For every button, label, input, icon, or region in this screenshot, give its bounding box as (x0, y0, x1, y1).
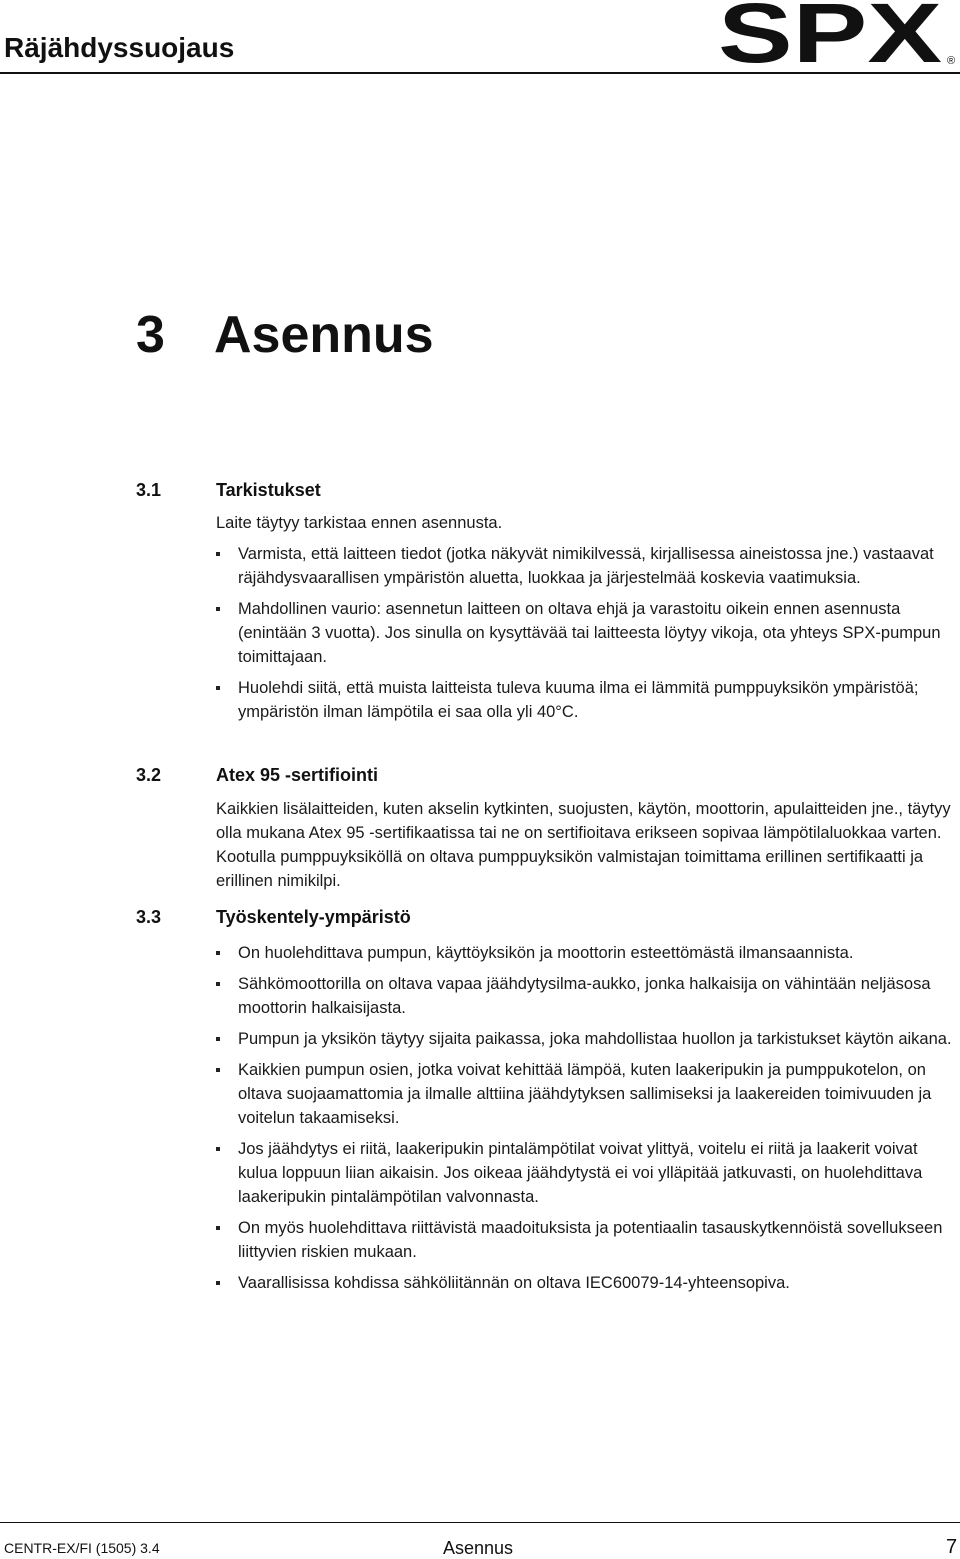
section-number: 3.2 (136, 765, 162, 785)
list-item: Pumpun ja yksikön täytyy sijaita paikassa, joka mahdollistaa huollon ja tarkistukset käytön aikana. (216, 1027, 956, 1051)
section-intro: Laite täytyy tarkistaa ennen asennusta. (216, 514, 503, 532)
chapter-number: 3 (136, 306, 165, 364)
section-paragraph: Kaikkien lisälaitteiden, kuten akselin kytkinten, suojusten, käytön, moottorin, apulaitteiden jne., täytyy olla mukana Atex 95 -sertifikaatissa tai ne on sertifioitava erikseen sopivaa lämpötilaluokkaa varten. Kootulla pumppuyksiköllä on oltava pumppuyksikön valmistajan toimittama erillinen sertifikaatti ja erillinen nimikilpi. (216, 800, 951, 890)
bullet-marker (216, 1281, 220, 1285)
bullet-marker (216, 686, 220, 690)
list-item: Varmista, että laitteen tiedot (jotka näkyvät nimikilvessä, kirjallisessa aineistossa jne.) vastaavat räjähdysvaarallisen ympäristön aluetta, luokkaa ja järjestelmää koskevia vaatimuksia. (216, 542, 956, 590)
section-title: Työskentely-ympäristö (216, 907, 411, 927)
list-item: Jos jäähdytys ei riitä, laakeripukin pintalämpötilat voivat ylittyä, voitelu ei riitä ja laakerit voivat kulua loppuun liian aikaisin. Jos oikeaa jäähdytystä ei voi ylläpitää jatkuvasti, on huolehdittava laakeripukin pintalämpötilan valvonnasta. (216, 1137, 956, 1209)
list-item: Huolehdi siitä, että muista laitteista tuleva kuuma ilma ei lämmitä pumppuyksikön ympäristöä; ympäristön ilman lämpötila ei saa olla yli 40°C. (216, 676, 956, 724)
list-item: On myös huolehdittava riittävistä maadoituksista ja potentiaalin tasauskytkennöistä sovellukseen liittyvien riskien mukaan. (216, 1216, 956, 1264)
section-number: 3.1 (136, 480, 162, 500)
section-title: Tarkistukset (216, 480, 321, 500)
bullet-marker (216, 1226, 220, 1230)
list-item: Mahdollinen vaurio: asennetun laitteen on oltava ehjä ja varastoitu oikein ennen asennusta (enintään 3 vuotta). Jos sinulla on kysyttävää tai laitteesta löytyy vikoja, ota yhteys SPX-pumpun toimittajaan. (216, 597, 956, 669)
bullet-marker (216, 1068, 220, 1072)
bullet-list-3-1 (216, 542, 956, 731)
bullet-marker (216, 1147, 220, 1151)
section-title: Atex 95 -sertifiointi (216, 765, 379, 785)
page-header-title: Räjähdyssuojaus (4, 32, 235, 63)
registered-mark: ® (947, 55, 956, 67)
bullet-marker (216, 552, 220, 556)
bullet-marker (216, 951, 220, 955)
list-item: On huolehdittava pumpun, käyttöyksikön ja moottorin esteettömästä ilmansaannista. (216, 941, 956, 965)
list-item: Kaikkien pumpun osien, jotka voivat kehittää lämpöä, kuten laakeripukin ja pumppukotelon, on oltava suojaamattomia ja ilmalle alttiina jäähdytyksen sallimiseksi ja laakereiden toimivuuden ja voitelun takaamiseksi. (216, 1058, 956, 1130)
spx-logo (718, 0, 960, 68)
chapter-title-text: Asennus (214, 306, 434, 364)
bullet-list-3-3 (216, 941, 956, 1302)
section-number: 3.3 (136, 907, 162, 927)
footer-page-number: 7 (946, 1536, 958, 1558)
section-heading-3-2 (136, 765, 378, 786)
list-item: Sähkömoottorilla on oltava vapaa jäähdytysilma-aukko, jonka halkaisija on vähintään neljäsosa moottorin halkaisijasta. (216, 972, 956, 1020)
list-item: Vaarallisissa kohdissa sähköliitännän on oltava IEC60079-14-yhteensopiva. (216, 1271, 956, 1295)
bullet-marker (216, 1037, 220, 1041)
footer-divider (0, 1522, 960, 1523)
chapter-title (136, 305, 434, 365)
footer-doc-id: CENTR-EX/FI (1505) 3.4 (4, 1540, 160, 1556)
logo-text: SPX (718, 0, 942, 68)
footer-chapter-name: Asennus (443, 1538, 514, 1558)
bullet-marker (216, 607, 220, 611)
section-heading-3-1 (136, 480, 321, 501)
header-divider (0, 72, 960, 74)
section-heading-3-3 (136, 907, 411, 928)
bullet-marker (216, 982, 220, 986)
